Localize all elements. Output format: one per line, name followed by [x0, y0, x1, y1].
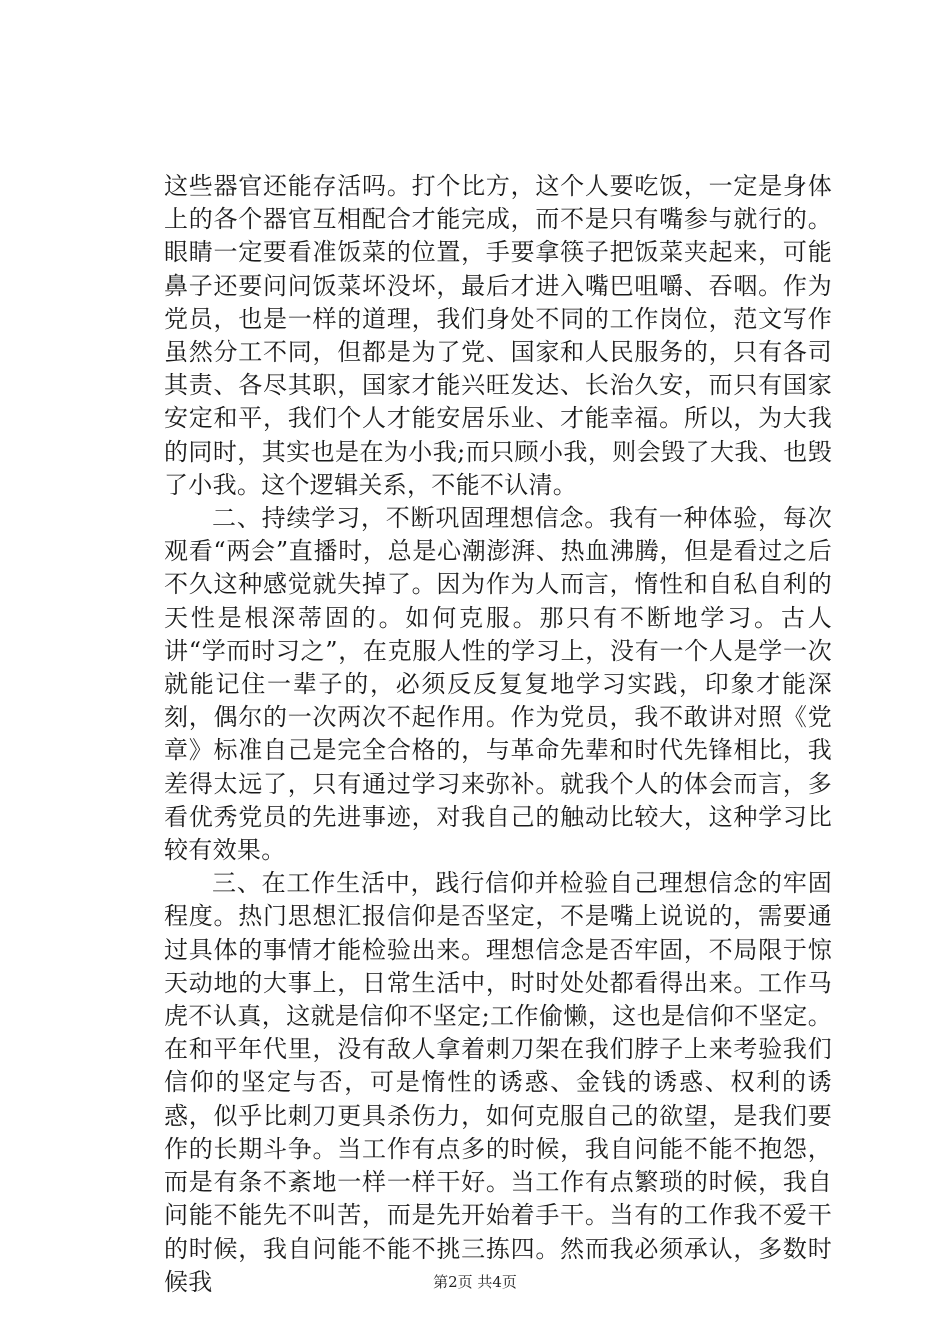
page-number-footer: 第2页 共4页 — [433, 1273, 517, 1291]
paragraph-section-two: 二、持续学习，不断巩固理想信念。我有一种体验，每次观看“两会”直播时，总是心潮澎湃、热血沸腾，但是看过之后不久这种感觉就失掉了。因为作为人而言，惰性和自私自利的天性是根深蒂固的。如何克服。那只有不断地学习。古人讲“学而时习之”，在克服人性的学习上，没有一个人是学一次就能记住一辈子的，必须反反复复地学习实践，印象才能深刻，偶尔的一次两次不起作用。作为党员，我不敢讲对照《党章》标准自己是完全合格的，与革命先辈和时代先锋相比，我差得太远了，只有通过学习来弥补。就我个人的体会而言，多看优秀党员的先进事迹，对我自己的触动比较大，这种学习比较有效果。 — [164, 504, 832, 865]
paragraph-section-three: 三、在工作生活中，践行信仰并检验自己理想信念的牢固程度。热门思想汇报信仰是否坚定，不是嘴上说说的，需要通过具体的事情才能检验出来。理想信念是否牢固，不局限于惊天动地的大事上，日常生活中，时时处处都看得出来。工作马虎不认真，这就是信仰不坚定;工作偷懒，这也是信仰不坚定。在和平年代里，没有敌人拿着刺刀架在我们脖子上来考验我们信仰的坚定与否，可是惰性的诱惑、金钱的诱惑、权利的诱惑，似乎比刺刀更具杀伤力，如何克服自己的欲望，是我们要作的长期斗争。当工作有点多的时候，我自问能不能不抱怨，而是有条不紊地一样一样干好。当工作有点繁琐的时候，我自问能不能先不叫苦，而是先开始着手干。当有的工作我不爱干的时候，我自问能不能不挑三拣四。然而我必须承认，多数时候我 — [164, 869, 832, 1296]
paragraph-continued: 这些器官还能存活吗。打个比方，这个人要吃饭，一定是身体上的各个器官互相配合才能完成，而不是只有嘴参与就行的。眼睛一定要看准饭菜的位置，手要拿筷子把饭菜夹起来，可能鼻子还要问问饭菜坏没坏，最后才进入嘴巴咀嚼、吞咽。作为党员，也是一样的道理，我们身处不同的工作岗位，范文写作虽然分工不同，但都是为了党、国家和人民服务的，只有各司其责、各尽其职，国家才能兴旺发达、长治久安，而只有国家安定和平，我们个人才能安居乐业、才能幸福。所以，为大我的同时，其实也是在为小我;而只顾小我，则会毁了大我、也毁了小我。这个逻辑关系，不能不认清。 — [164, 172, 832, 499]
document-body — [164, 170, 832, 1299]
